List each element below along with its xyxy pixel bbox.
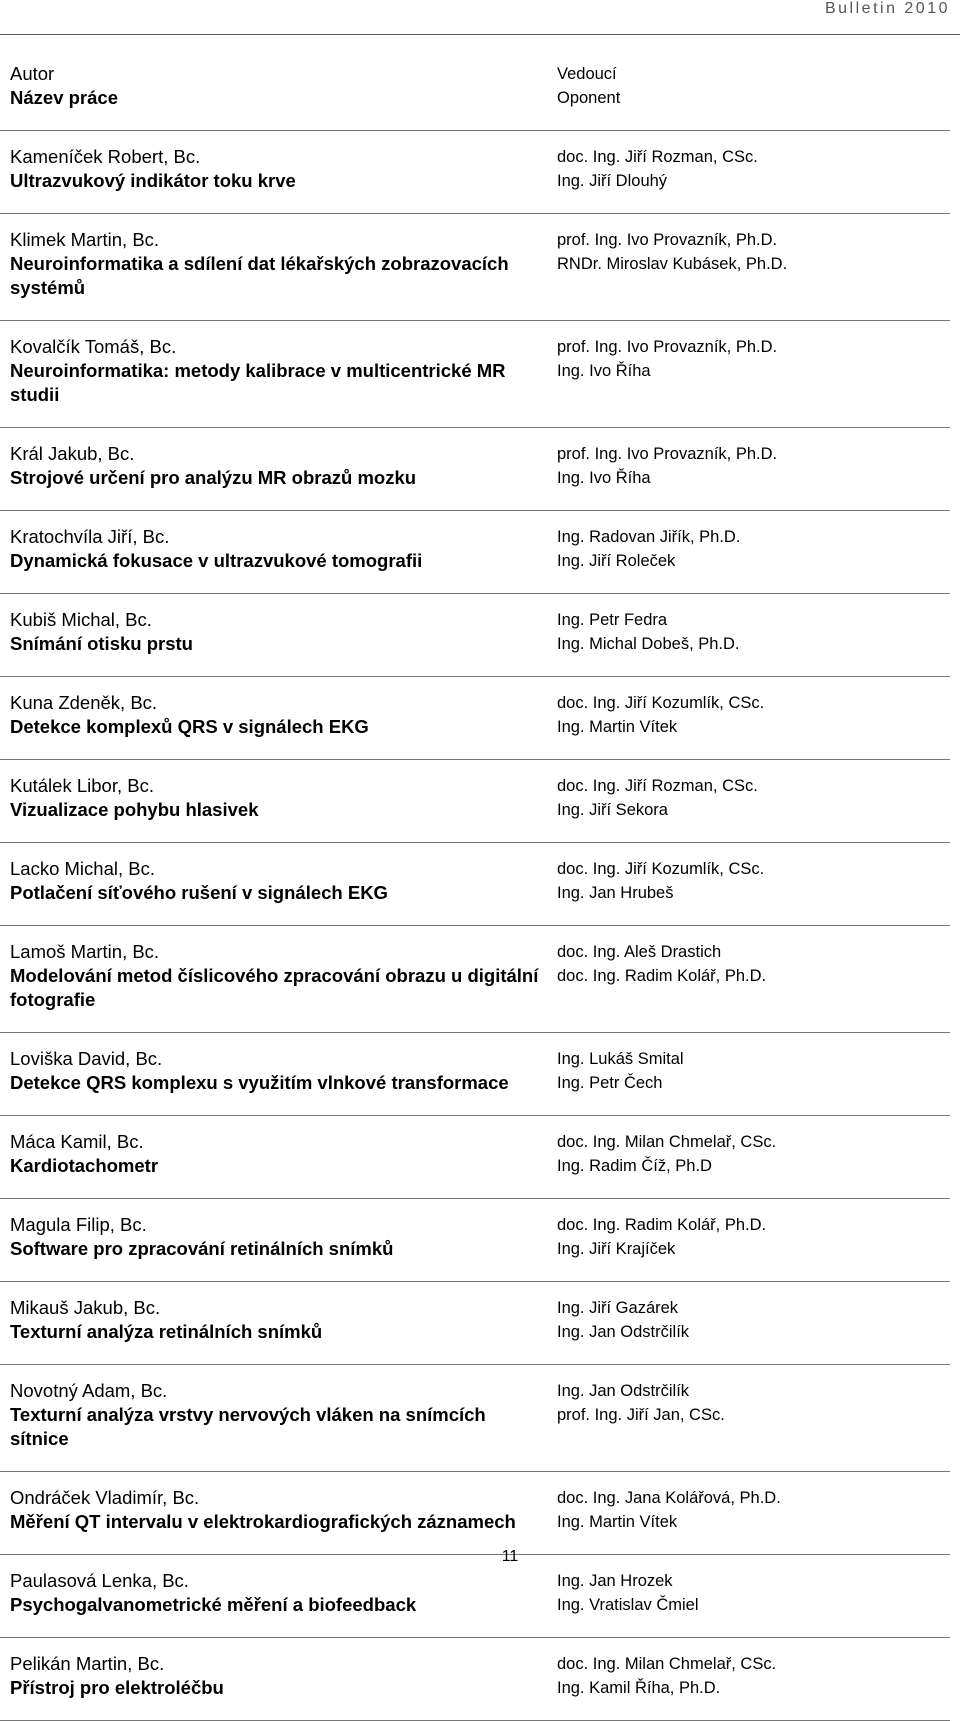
opponent-name: Ing. Jiří Sekora bbox=[557, 801, 668, 819]
column-header-title: Název práce bbox=[10, 87, 118, 108]
opponent-name: Ing. Vratislav Čmiel bbox=[557, 1596, 699, 1614]
opponent-name: Ing. Jiří Roleček bbox=[557, 552, 676, 570]
supervisor-name: doc. Ing. Jiří Kozumlík, CSc. bbox=[557, 860, 765, 878]
author-name: Kuna Zdeněk, Bc. bbox=[10, 692, 158, 713]
supervisor-name: doc. Ing. Jana Kolářová, Ph.D. bbox=[557, 1489, 781, 1507]
author-name: Král Jakub, Bc. bbox=[10, 443, 135, 464]
author-name: Paulasová Lenka, Bc. bbox=[10, 1570, 189, 1591]
table-row bbox=[0, 1555, 950, 1638]
table-row bbox=[0, 214, 950, 321]
row-right-cell bbox=[547, 1472, 950, 1554]
thesis-title: Potlačení síťového rušení v signálech EKG bbox=[10, 882, 388, 903]
row-left-cell bbox=[0, 594, 547, 676]
author-name: Kratochvíla Jiří, Bc. bbox=[10, 526, 170, 547]
thesis-title: Snímání otisku prstu bbox=[10, 633, 193, 654]
author-name: Kameníček Robert, Bc. bbox=[10, 146, 201, 167]
supervisor-name: Ing. Jan Odstrčilík bbox=[557, 1382, 690, 1400]
opponent-name: doc. Ing. Radim Kolář, Ph.D. bbox=[557, 967, 767, 985]
row-left-cell bbox=[0, 926, 547, 1032]
thesis-title: Neuroinformatika a sdílení dat lékařských zobrazovacích systémů bbox=[10, 253, 509, 298]
table-row bbox=[0, 1033, 950, 1116]
supervisor-name: Ing. Petr Fedra bbox=[557, 611, 668, 629]
opponent-name: Ing. Michal Dobeš, Ph.D. bbox=[557, 635, 740, 653]
row-left-cell bbox=[0, 1638, 547, 1720]
opponent-name: Ing. Jiří Dlouhý bbox=[557, 172, 668, 190]
column-header-supervisor: Vedoucí bbox=[557, 65, 617, 83]
author-name: Pelikán Martin, Bc. bbox=[10, 1653, 165, 1674]
row-left-cell bbox=[0, 131, 547, 213]
column-header-opponent: Oponent bbox=[557, 89, 621, 107]
table-row bbox=[0, 1282, 950, 1365]
author-name: Loviška David, Bc. bbox=[10, 1048, 163, 1069]
row-right-cell bbox=[547, 1116, 950, 1198]
thesis-title: Detekce QRS komplexu s využitím vlnkové transformace bbox=[10, 1072, 509, 1093]
row-right-cell bbox=[547, 511, 950, 593]
author-name: Kovalčík Tomáš, Bc. bbox=[10, 336, 177, 357]
thesis-title: Neuroinformatika: metody kalibrace v multicentrické MR studii bbox=[10, 360, 506, 405]
opponent-name: Ing. Martin Vítek bbox=[557, 1513, 678, 1531]
thesis-title: Texturní analýza retinálních snímků bbox=[10, 1321, 323, 1342]
row-left-cell bbox=[0, 1365, 547, 1471]
author-name: Máca Kamil, Bc. bbox=[10, 1131, 144, 1152]
row-left-cell bbox=[0, 1282, 547, 1364]
row-right-cell bbox=[547, 843, 950, 925]
table-row bbox=[0, 594, 950, 677]
opponent-name: Ing. Ivo Říha bbox=[557, 362, 651, 380]
opponent-name: Ing. Jiří Krajíček bbox=[557, 1240, 676, 1258]
row-left-cell bbox=[0, 214, 547, 320]
supervisor-name: doc. Ing. Milan Chmelař, CSc. bbox=[557, 1133, 777, 1151]
row-right-cell bbox=[547, 760, 950, 842]
author-name: Ondráček Vladimír, Bc. bbox=[10, 1487, 200, 1508]
opponent-name: Ing. Martin Vítek bbox=[557, 718, 678, 736]
supervisor-name: Ing. Radovan Jiřík, Ph.D. bbox=[557, 528, 741, 546]
row-right-cell bbox=[547, 1282, 950, 1364]
table-row bbox=[0, 1116, 950, 1199]
supervisor-name: doc. Ing. Aleš Drastich bbox=[557, 943, 722, 961]
opponent-name: Ing. Jan Hrubeš bbox=[557, 884, 674, 902]
table-row bbox=[0, 677, 950, 760]
row-left-cell bbox=[0, 1199, 547, 1281]
header-right-cell bbox=[547, 48, 950, 130]
table-row bbox=[0, 1365, 950, 1472]
header-divider bbox=[0, 34, 960, 35]
row-right-cell bbox=[547, 677, 950, 759]
thesis-table bbox=[0, 48, 950, 1721]
row-left-cell bbox=[0, 1033, 547, 1115]
opponent-name: Ing. Radim Číž, Ph.D bbox=[557, 1157, 712, 1175]
thesis-title: Dynamická fokusace v ultrazvukové tomografii bbox=[10, 550, 423, 571]
author-name: Novotný Adam, Bc. bbox=[10, 1380, 168, 1401]
row-right-cell bbox=[547, 321, 950, 427]
thesis-title: Modelování metod číslicového zpracování obrazu u digitální fotografie bbox=[10, 965, 539, 1010]
row-left-cell bbox=[0, 321, 547, 427]
author-name: Mikauš Jakub, Bc. bbox=[10, 1297, 161, 1318]
row-right-cell bbox=[547, 1199, 950, 1281]
supervisor-name: Ing. Lukáš Smital bbox=[557, 1050, 684, 1068]
thesis-title: Software pro zpracování retinálních snímků bbox=[10, 1238, 394, 1259]
thesis-title: Vizualizace pohybu hlasivek bbox=[10, 799, 259, 820]
opponent-name: RNDr. Miroslav Kubásek, Ph.D. bbox=[557, 255, 788, 273]
author-name: Kubiš Michal, Bc. bbox=[10, 609, 152, 630]
row-right-cell bbox=[547, 926, 950, 1032]
thesis-title: Texturní analýza vrstvy nervových vláken na snímcích sítnice bbox=[10, 1404, 486, 1449]
table-row bbox=[0, 321, 950, 428]
table-body bbox=[0, 131, 950, 1721]
supervisor-name: prof. Ing. Ivo Provazník, Ph.D. bbox=[557, 445, 778, 463]
opponent-name: Ing. Petr Čech bbox=[557, 1074, 663, 1092]
row-left-cell bbox=[0, 760, 547, 842]
row-left-cell bbox=[0, 1472, 547, 1554]
author-name: Klimek Martin, Bc. bbox=[10, 229, 160, 250]
row-left-cell bbox=[0, 428, 547, 510]
row-left-cell bbox=[0, 843, 547, 925]
row-left-cell bbox=[0, 677, 547, 759]
opponent-name: prof. Ing. Jiří Jan, CSc. bbox=[557, 1406, 725, 1424]
row-left-cell bbox=[0, 1116, 547, 1198]
supervisor-name: Ing. Jiří Gazárek bbox=[557, 1299, 679, 1317]
supervisor-name: Ing. Jan Hrozek bbox=[557, 1572, 673, 1590]
supervisor-name: prof. Ing. Ivo Provazník, Ph.D. bbox=[557, 231, 778, 249]
row-left-cell bbox=[0, 511, 547, 593]
row-right-cell bbox=[547, 1555, 950, 1637]
row-left-cell bbox=[0, 1555, 547, 1637]
table-row bbox=[0, 1638, 950, 1721]
thesis-title: Strojové určení pro analýzu MR obrazů mozku bbox=[10, 467, 417, 488]
header-left-cell bbox=[0, 48, 547, 130]
table-row bbox=[0, 131, 950, 214]
row-right-cell bbox=[547, 131, 950, 213]
supervisor-name: prof. Ing. Ivo Provazník, Ph.D. bbox=[557, 338, 778, 356]
table-row bbox=[0, 843, 950, 926]
thesis-title: Přístroj pro elektroléčbu bbox=[10, 1677, 224, 1698]
opponent-name: Ing. Jan Odstrčilík bbox=[557, 1323, 690, 1341]
row-right-cell bbox=[547, 214, 950, 320]
thesis-title: Detekce komplexů QRS v signálech EKG bbox=[10, 716, 369, 737]
table-row bbox=[0, 511, 950, 594]
running-header-title: Bulletin 2010 bbox=[824, 0, 950, 17]
row-right-cell bbox=[547, 594, 950, 676]
thesis-title: Měření QT intervalu v elektrokardiografických záznamech bbox=[10, 1511, 516, 1532]
author-name: Lacko Michal, Bc. bbox=[10, 858, 155, 879]
author-name: Lamoš Martin, Bc. bbox=[10, 941, 160, 962]
author-name: Kutálek Libor, Bc. bbox=[10, 775, 154, 796]
table-row bbox=[0, 926, 950, 1033]
supervisor-name: doc. Ing. Milan Chmelař, CSc. bbox=[557, 1655, 777, 1673]
page-number: 11 bbox=[501, 1548, 519, 1565]
thesis-title: Ultrazvukový indikátor toku krve bbox=[10, 170, 296, 191]
table-row bbox=[0, 1199, 950, 1282]
table-row bbox=[0, 760, 950, 843]
row-right-cell bbox=[547, 428, 950, 510]
supervisor-name: doc. Ing. Jiří Kozumlík, CSc. bbox=[557, 694, 765, 712]
supervisor-name: doc. Ing. Jiří Rozman, CSc. bbox=[557, 148, 758, 166]
row-right-cell bbox=[547, 1638, 950, 1720]
column-header-author: Autor bbox=[10, 63, 55, 84]
table-row bbox=[0, 428, 950, 511]
supervisor-name: doc. Ing. Radim Kolář, Ph.D. bbox=[557, 1216, 767, 1234]
row-right-cell bbox=[547, 1365, 950, 1471]
thesis-title: Kardiotachometr bbox=[10, 1155, 159, 1176]
opponent-name: Ing. Ivo Říha bbox=[557, 469, 651, 487]
supervisor-name: doc. Ing. Jiří Rozman, CSc. bbox=[557, 777, 758, 795]
thesis-title: Psychogalvanometrické měření a biofeedback bbox=[10, 1594, 417, 1615]
table-row bbox=[0, 1472, 950, 1555]
table-header-row bbox=[0, 48, 950, 131]
author-name: Magula Filip, Bc. bbox=[10, 1214, 147, 1235]
row-right-cell bbox=[547, 1033, 950, 1115]
opponent-name: Ing. Kamil Říha, Ph.D. bbox=[557, 1679, 721, 1697]
